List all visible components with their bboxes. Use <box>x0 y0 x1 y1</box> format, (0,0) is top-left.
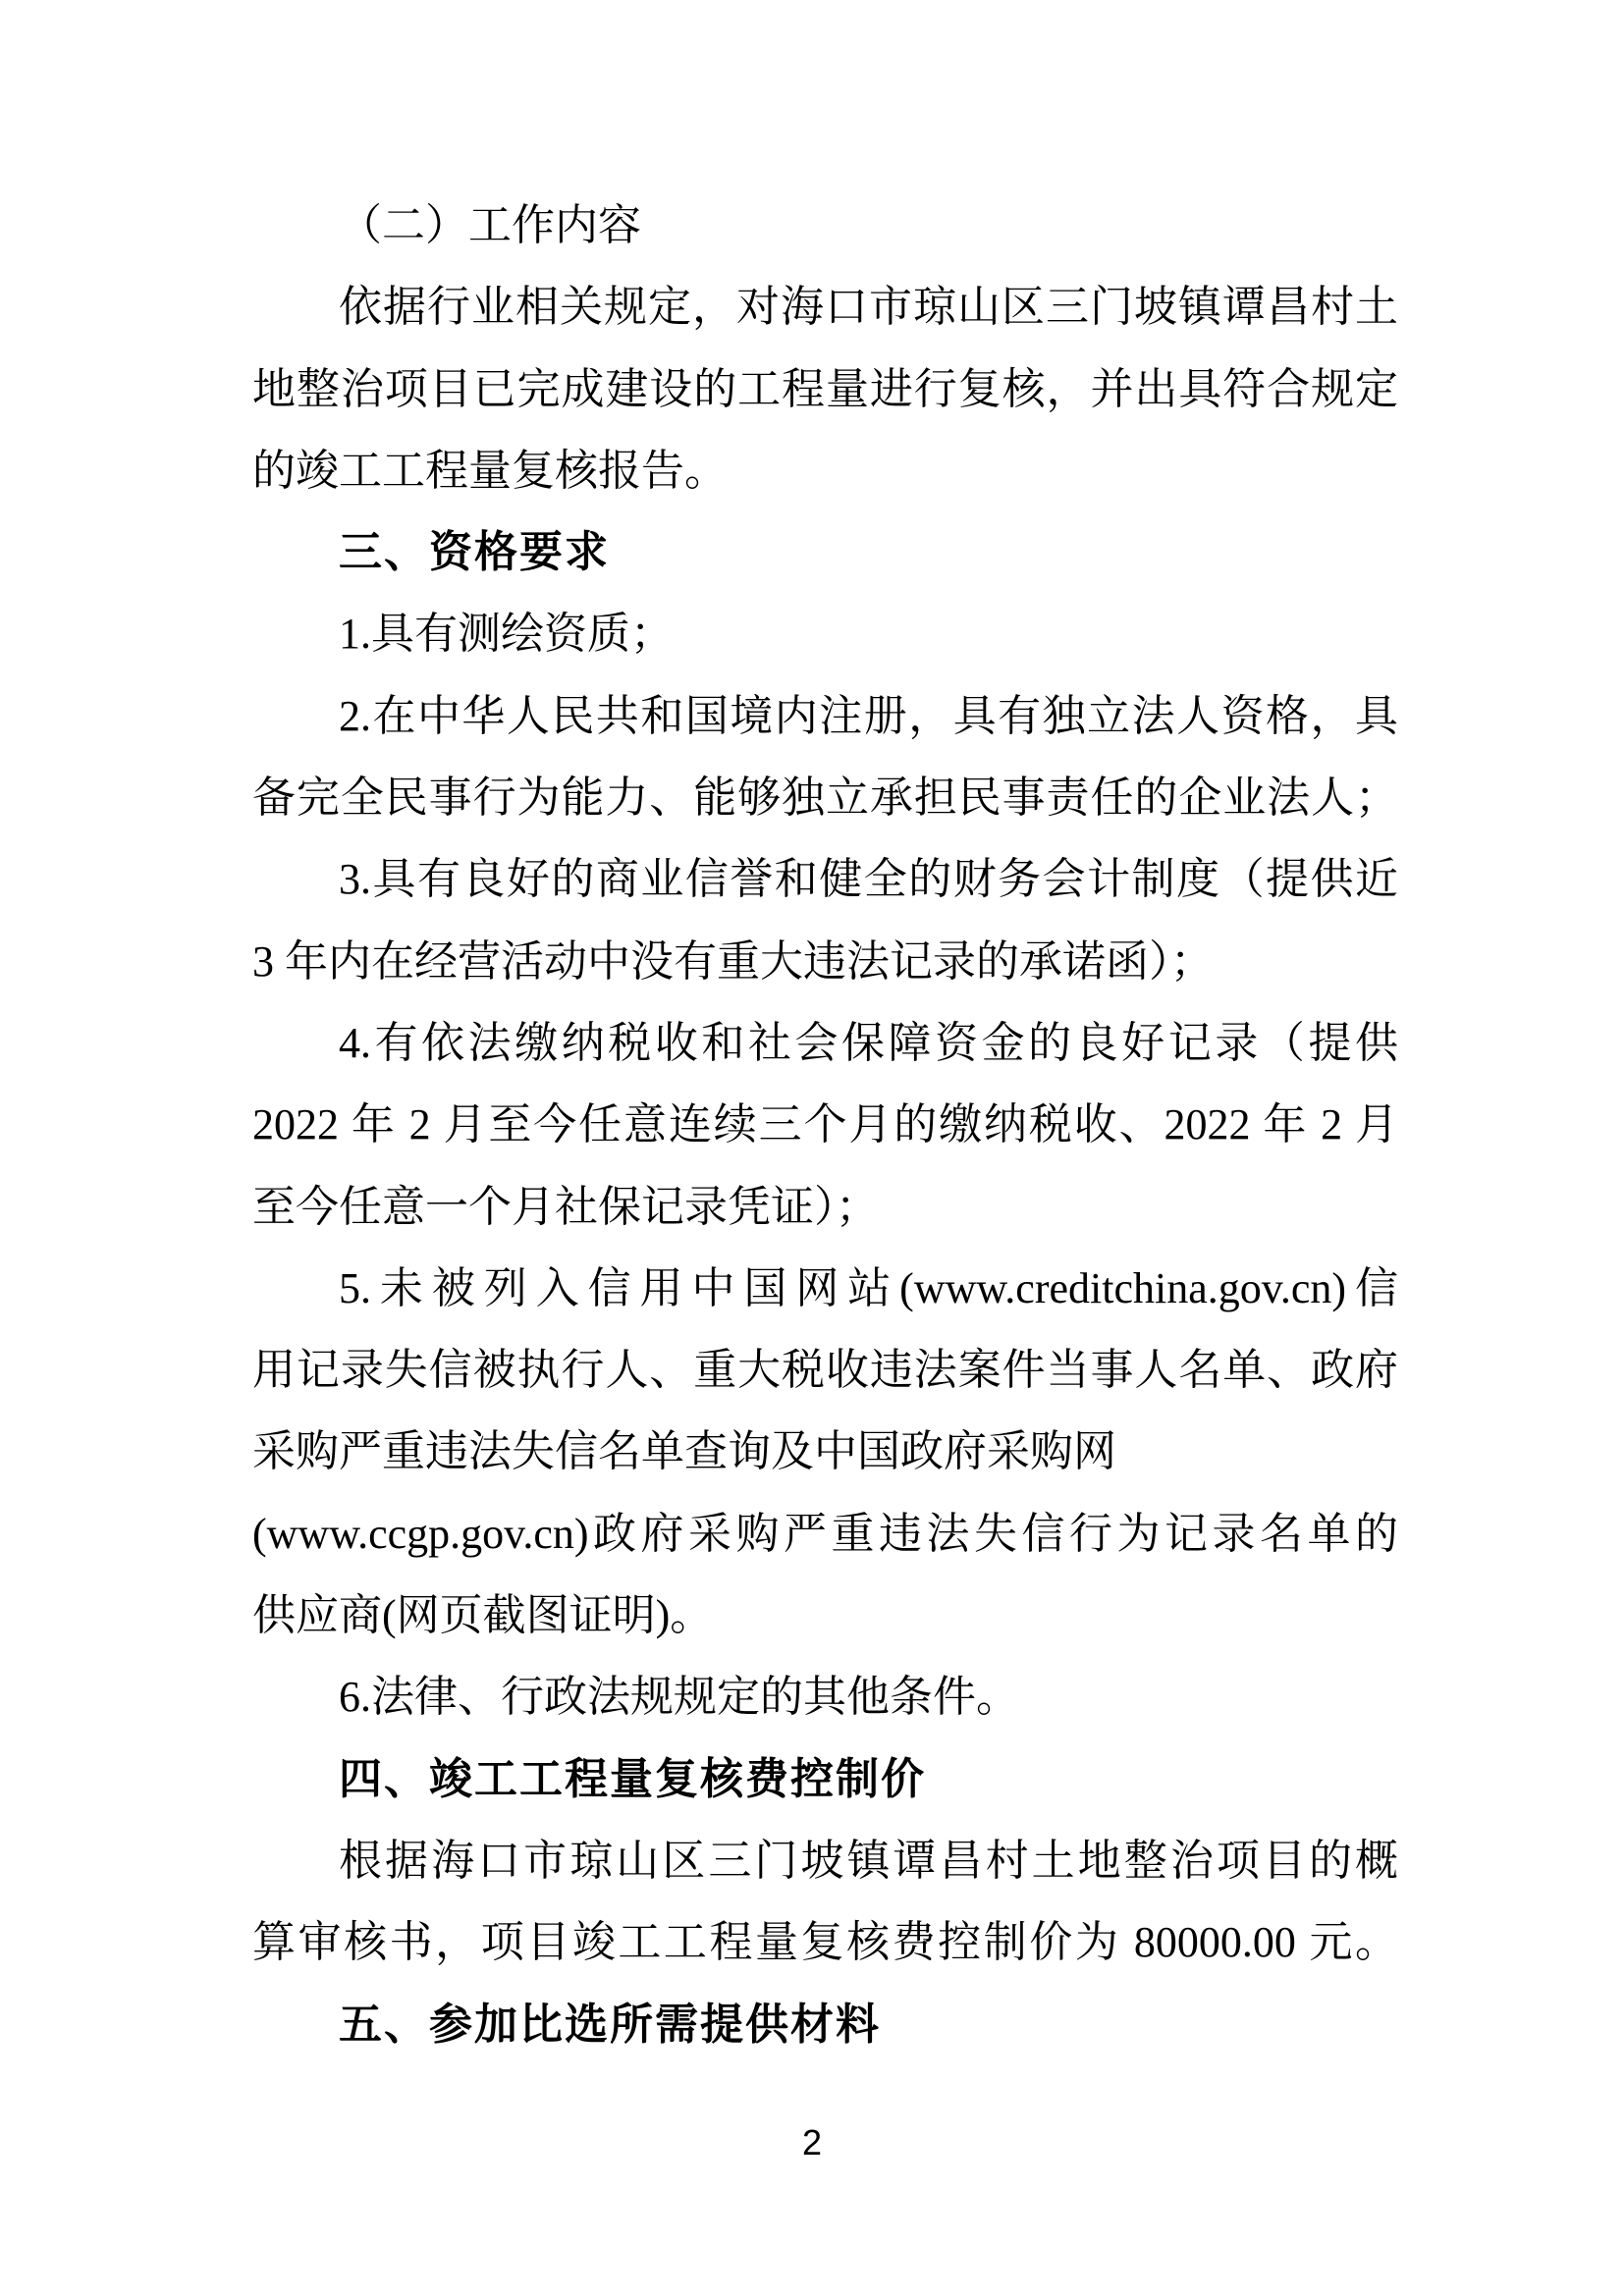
document-body <box>252 185 1398 2065</box>
qualification-item-5-line-3: 采购严重违法失信名单查询及中国政府采购网 <box>252 1427 1116 1476</box>
qualification-item-5-line-5: 供应商(网页截图证明)。 <box>252 1591 714 1640</box>
heading-control-price: 四、竣工工程量复核费控制价 <box>339 1754 926 1803</box>
qualification-item-5-line-4: (www.ccgp.gov.cn)政府采购严重违法失信行为记录名单的 <box>252 1509 1398 1558</box>
para-control-price-line-2: 算审核书，项目竣工工程量复核费控制价为 80000.00 元。 <box>252 1918 1398 1967</box>
para-control-price-line-1: 根据海口市琼山区三门坡镇谭昌村土地整治项目的概 <box>339 1836 1398 1885</box>
qualification-item-2-line-2: 备完全民事行为能力、能够独立承担民事责任的企业法人； <box>252 774 1398 823</box>
para-work-content-line-1: 依据行业相关规定，对海口市琼山区三门坡镇谭昌村土 <box>339 283 1398 332</box>
qualification-item-2-line-1: 2.在中华人民共和国境内注册，具有独立法人资格，具 <box>339 691 1398 740</box>
heading-qualification-requirements: 三、资格要求 <box>339 528 610 577</box>
para-work-content-line-2: 地整治项目已完成建设的工程量进行复核，并出具符合规定 <box>252 364 1398 413</box>
qualification-item-6: 6.法律、行政法规规定的其他条件。 <box>339 1673 1019 1722</box>
qualification-item-1: 1.具有测绘资质； <box>339 610 674 659</box>
qualification-item-3-line-1: 3.具有良好的商业信誉和健全的财务会计制度（提供近 <box>339 855 1398 904</box>
qualification-item-3-line-2: 3 年内在经营活动中没有重大违法记录的承诺函）； <box>252 936 1214 986</box>
heading-materials-required: 五、参加比选所需提供材料 <box>339 2000 881 2049</box>
qualification-item-5-line-1: 5.未被列入信用中国网站(www.creditchina.gov.cn)信 <box>339 1263 1398 1312</box>
para-work-content-line-3: 的竣工工程量复核报告。 <box>252 446 728 495</box>
qualification-item-5-line-2: 用记录失信被执行人、重大税收违法案件当事人名单、政府 <box>252 1346 1398 1395</box>
page-number: 2 <box>801 2122 823 2163</box>
qualification-item-4-line-2: 2022 年 2 月至今任意连续三个月的缴纳税收、2022 年 2 月 <box>252 1100 1398 1149</box>
subheading-work-content: （二）工作内容 <box>339 201 641 249</box>
qualification-item-4-line-3: 至今任意一个月社保记录凭证）； <box>252 1182 879 1231</box>
qualification-item-4-line-1: 4.有依法缴纳税收和社会保障资金的良好记录（提供 <box>339 1018 1398 1067</box>
